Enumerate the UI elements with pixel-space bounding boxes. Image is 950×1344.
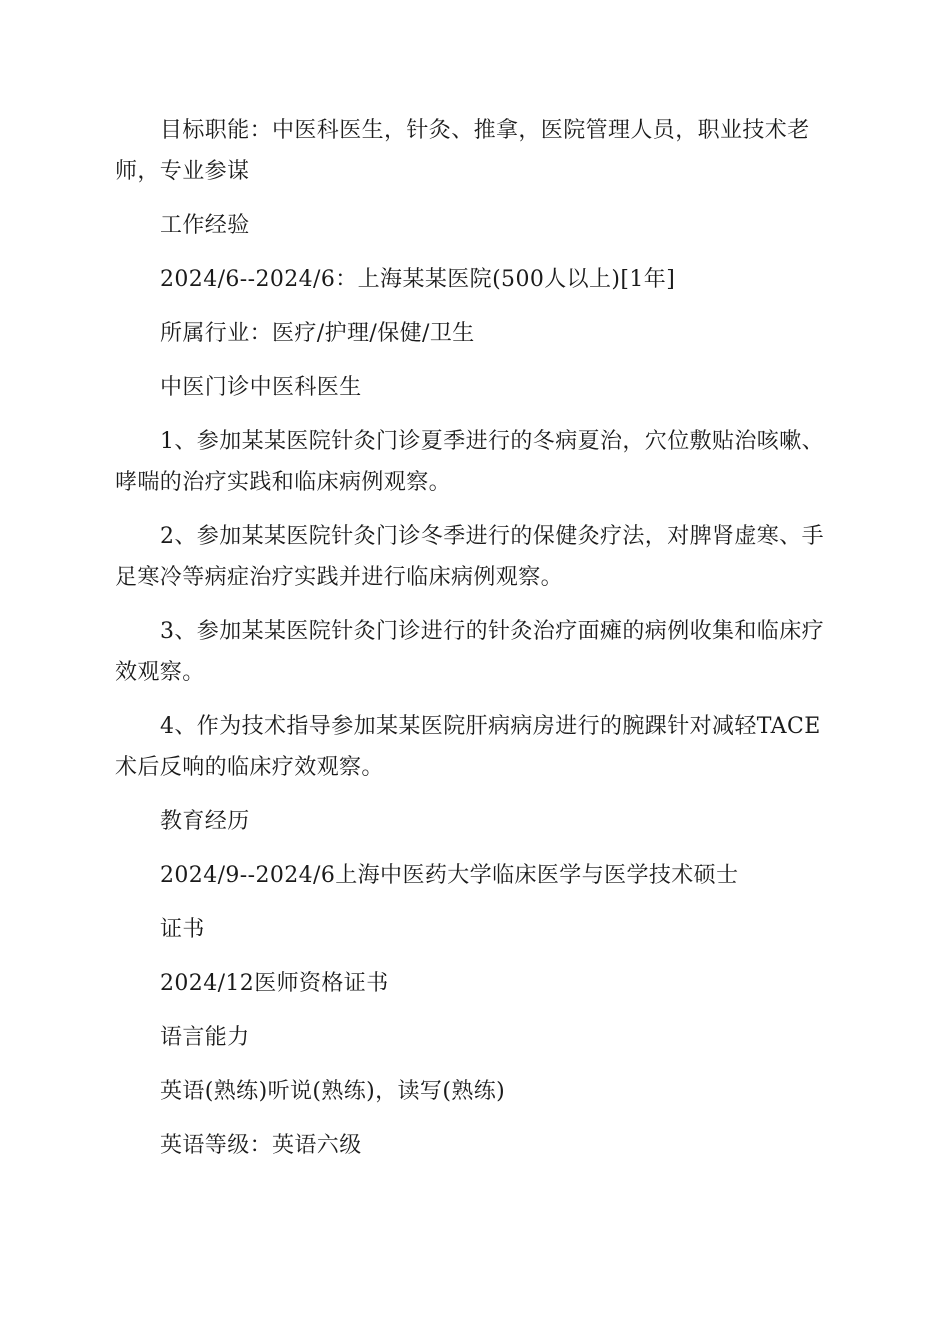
- work-period: 2024/6--2024/6：上海某某医院(500人以上)[1年]: [160, 267, 676, 292]
- resume-page: [115, 110, 835, 1179]
- certificate-heading: 证书: [160, 917, 205, 942]
- education-heading: 教育经历: [160, 809, 250, 834]
- duty-item: 3、参加某某医院针灸门诊进行的针灸治疗面瘫的病例收集和临床疗效观察。: [115, 619, 824, 685]
- work-experience-heading: 工作经验: [160, 213, 250, 238]
- target-roles: 目标职能：中医科医生，针灸、推拿，医院管理人员，职业技术老师，专业参谋: [115, 118, 810, 184]
- language-entry: 英语(熟练)听说(熟练)，读写(熟练): [160, 1079, 506, 1104]
- language-heading: 语言能力: [160, 1025, 250, 1050]
- english-level: 英语等级：英语六级: [160, 1133, 362, 1158]
- certificate-entry: 2024/12医师资格证书: [160, 971, 389, 996]
- industry: 所属行业：医疗/护理/保健/卫生: [160, 321, 475, 346]
- duty-item: 1、参加某某医院针灸门诊夏季进行的冬病夏治，穴位敷贴治咳嗽、哮喘的治疗实践和临床病例观察。: [115, 429, 824, 495]
- education-entry: 2024/9--2024/6上海中医药大学临床医学与医学技术硕士: [160, 863, 739, 888]
- position-title: 中医门诊中医科医生: [160, 375, 362, 400]
- duty-item: 2、参加某某医院针灸门诊冬季进行的保健灸疗法，对脾肾虚寒、手足寒冷等病症治疗实践并进行临床病例观察。: [115, 524, 824, 590]
- duty-item: 4、作为技术指导参加某某医院肝病病房进行的腕踝针对减轻TACE术后反响的临床疗效观察。: [115, 714, 821, 780]
